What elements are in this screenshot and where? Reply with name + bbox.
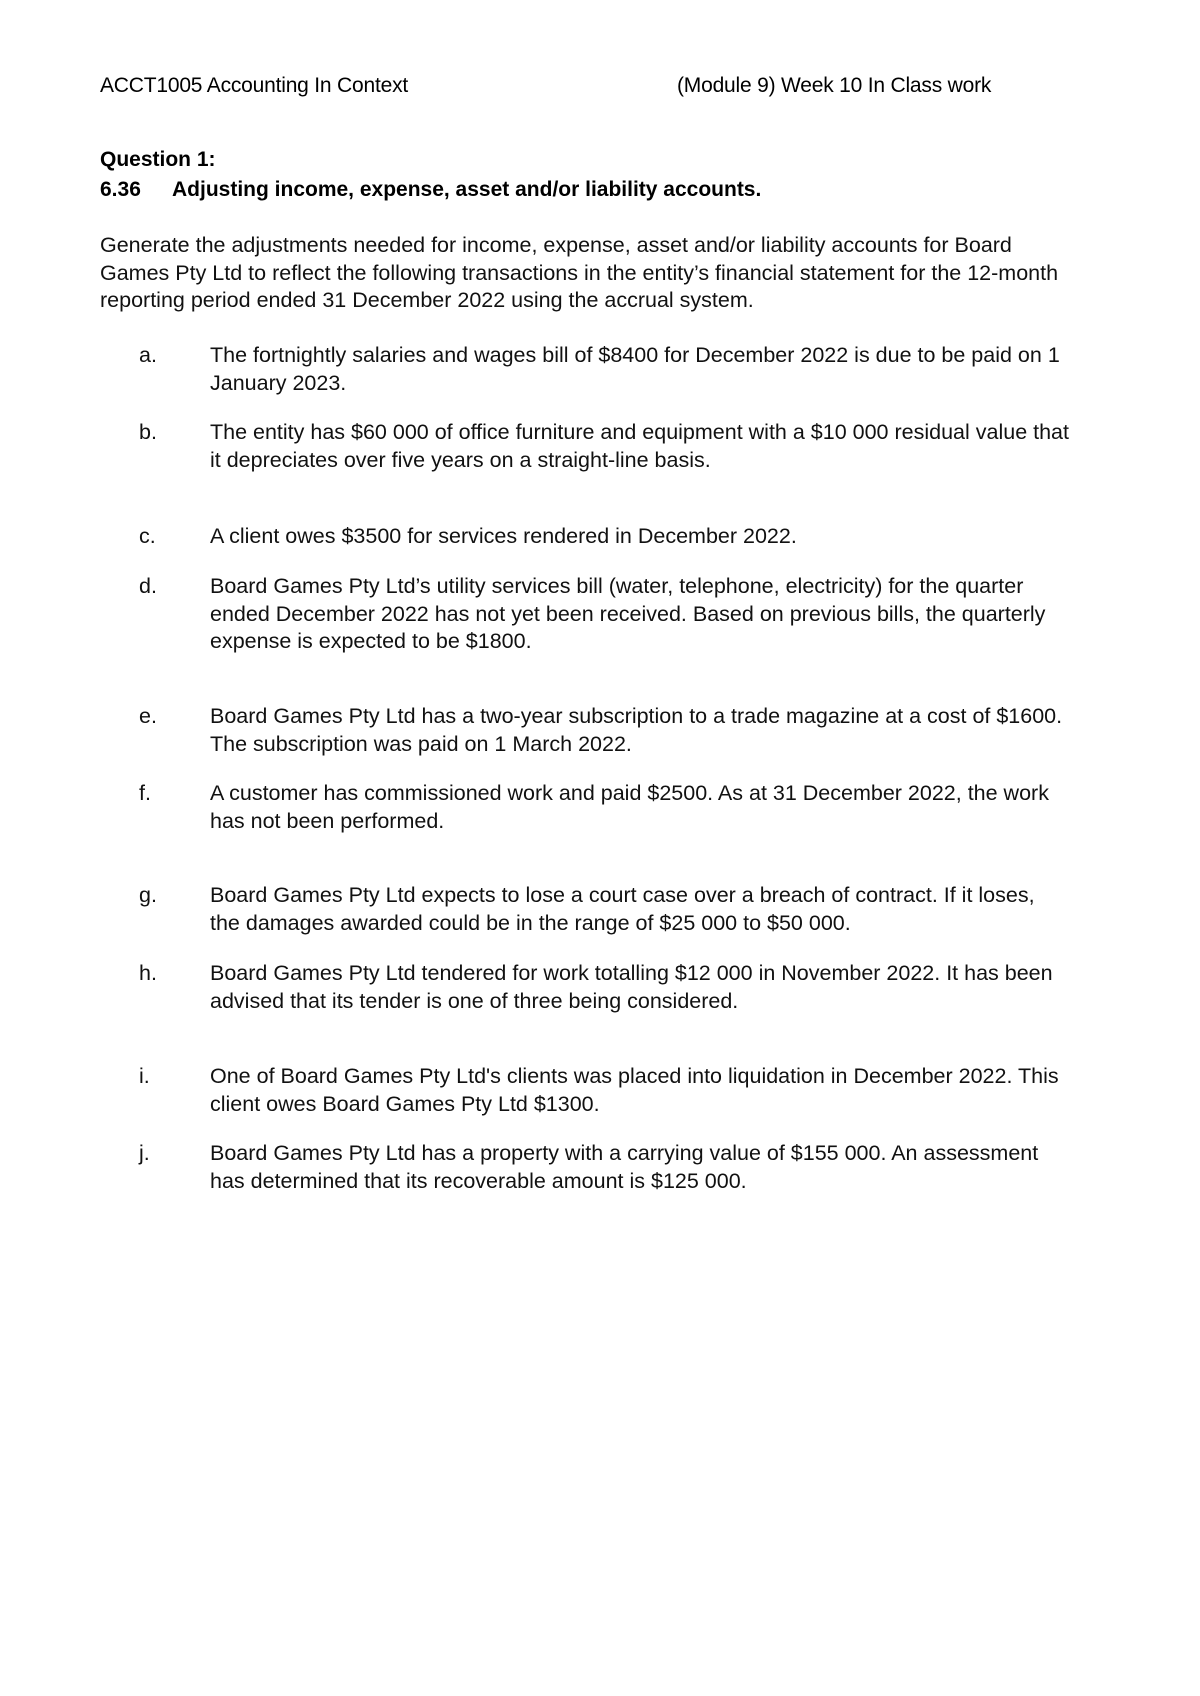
list-item-a xyxy=(139,342,1069,397)
list-item-marker: a. xyxy=(139,343,157,367)
list-item-text: The fortnightly salaries and wages bill of $8400 for December 2022 is due to be paid on 1 January 2023. xyxy=(210,343,1060,395)
list-item-text: Board Games Pty Ltd’s utility services bill (water, telephone, electricity) for the quarter ended December 2022 has not yet been received. Based on previous bills, the quarterly expense is expected to be $1800. xyxy=(210,574,1046,653)
list-item-text: Board Games Pty Ltd expects to lose a court case over a breach of contract. If it loses, the damages awarded could be in the range of $25 000 to $50 000. xyxy=(210,883,1035,935)
list-item-marker: g. xyxy=(139,883,157,907)
list-item-text: A customer has commissioned work and paid $2500. As at 31 December 2022, the work has not been performed. xyxy=(210,781,1049,833)
list-item-text: The entity has $60 000 of office furniture and equipment with a $10 000 residual value that it depreciates over five years on a straight-line basis. xyxy=(210,420,1069,472)
list-item-text: Board Games Pty Ltd tendered for work totalling $12 000 in November 2022. It has been advised that its tender is one of three being considered. xyxy=(210,961,1053,1013)
list-item-marker: c. xyxy=(139,524,156,548)
exercise-number: 6.36 xyxy=(100,178,141,201)
list-item-marker: h. xyxy=(139,961,157,985)
list-item-marker: d. xyxy=(139,574,157,598)
exercise-title: Adjusting income, expense, asset and/or liability accounts. xyxy=(172,178,762,201)
list-item-text: A client owes $3500 for services rendered in December 2022. xyxy=(210,524,797,548)
list-item-e xyxy=(139,703,1069,758)
list-item-f xyxy=(139,780,1069,835)
header-course-title: ACCT1005 Accounting In Context xyxy=(100,74,409,97)
list-item-marker: f. xyxy=(139,781,151,805)
list-item-c xyxy=(139,523,1069,551)
list-item-marker: j. xyxy=(139,1141,150,1165)
list-item-g xyxy=(139,882,1069,937)
question-intro: Generate the adjustments needed for income, expense, asset and/or liability accounts for Board Games Pty Ltd to reflect the following transactions in the entity’s financial statement for the 12-month reporting period ended 31 December 2022 using the accrual system. xyxy=(100,233,1059,312)
question-title: Question 1: xyxy=(100,148,216,171)
list-item-i xyxy=(139,1063,1069,1118)
header-module-week: (Module 9) Week 10 In Class work xyxy=(677,74,992,97)
list-item-j xyxy=(139,1140,1069,1195)
list-item-text: Board Games Pty Ltd has a two-year subscription to a trade magazine at a cost of $1600. The subscription was paid on 1 March 2022. xyxy=(210,704,1063,756)
list-item-text: Board Games Pty Ltd has a property with a carrying value of $155 000. An assessment has determined that its recoverable amount is $125 000. xyxy=(210,1141,1039,1193)
list-item-text: One of Board Games Pty Ltd's clients was placed into liquidation in December 2022. This client owes Board Games Pty Ltd $1300. xyxy=(210,1064,1059,1116)
list-item-b xyxy=(139,419,1069,474)
list-item-h xyxy=(139,960,1069,1015)
list-item-marker: i. xyxy=(139,1064,150,1088)
list-item-marker: b. xyxy=(139,420,157,444)
list-item-d xyxy=(139,573,1069,656)
list-item-marker: e. xyxy=(139,704,157,728)
exercise-heading xyxy=(100,178,761,202)
